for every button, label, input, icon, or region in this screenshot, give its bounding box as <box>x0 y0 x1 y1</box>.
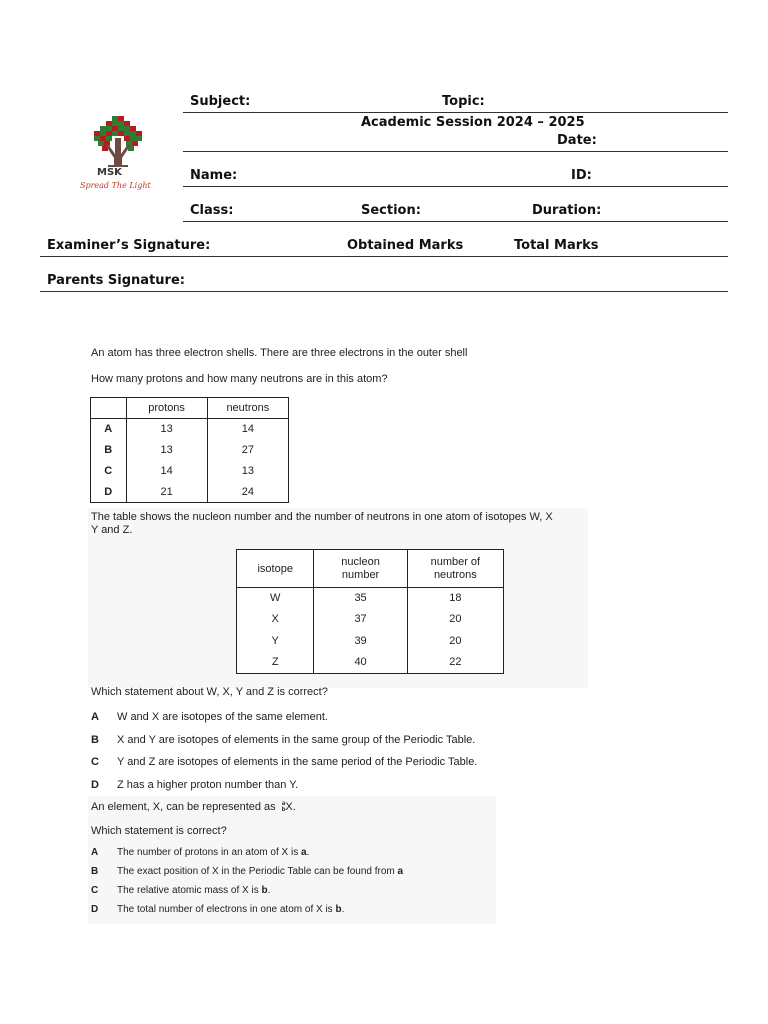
table-header: neutrons <box>207 398 288 419</box>
neutrons-cell: 22 <box>407 652 503 674</box>
neutrons-cell: 20 <box>407 630 503 652</box>
intro-text: An element, X, can be represented as <box>91 801 276 813</box>
topic-label: Topic: <box>442 94 485 109</box>
option-bold: b <box>261 885 268 896</box>
option-text: The relative atomic mass of X is <box>117 885 262 896</box>
option-text: The exact position of X in the Periodic Table can be found from <box>117 866 398 877</box>
table-header <box>91 398 127 419</box>
atomic-number: b <box>281 807 286 814</box>
total-marks-label: Total Marks <box>514 238 599 253</box>
divider <box>183 151 728 152</box>
protons-cell: 13 <box>126 440 207 461</box>
date-label: Date: <box>557 133 597 148</box>
option-text: The number of protons in an atom of X is <box>117 847 301 858</box>
divider <box>183 186 728 187</box>
divider <box>183 221 728 222</box>
q2-question: Which statement about W, X, Y and Z is correct? <box>91 686 328 698</box>
option-letter: C <box>91 885 99 896</box>
q3-option-b <box>91 866 403 877</box>
table-row <box>237 609 504 630</box>
table-header: protons <box>126 398 207 419</box>
class-label: Class: <box>190 203 234 218</box>
logo-tagline: Spread The Light <box>80 181 151 190</box>
option-text: W and X are isotopes of the same element. <box>117 711 328 723</box>
isotope-header: isotope <box>237 550 314 588</box>
option-letter: D <box>91 779 99 791</box>
table-row <box>91 440 289 461</box>
nucleon-cell: 35 <box>314 588 407 609</box>
option-text: X and Y are isotopes of elements in the same group of the Periodic Table. <box>117 734 476 746</box>
row-letter: A <box>91 419 127 440</box>
row-letter: D <box>91 482 127 503</box>
protons-cell: 13 <box>126 419 207 440</box>
q2-stem-line1: The table shows the nucleon number and the number of neutrons in one atom of isotopes W, X <box>91 511 553 523</box>
q3-option-d <box>91 904 344 915</box>
q3-question: Which statement is correct? <box>91 825 227 837</box>
nucleon-cell: 40 <box>314 652 407 674</box>
option-letter: C <box>91 756 99 768</box>
table-row <box>237 652 504 674</box>
q1-stem-line1: An atom has three electron shells. There are three electrons in the outer shell <box>91 347 468 359</box>
neutrons-header <box>407 550 503 588</box>
divider <box>183 112 728 113</box>
q3-intro <box>91 801 296 813</box>
option-letter: A <box>91 847 99 858</box>
parents-signature-label: Parents Signature: <box>47 273 185 288</box>
q3-option-a <box>91 847 309 858</box>
table-row <box>91 482 289 503</box>
neutrons-cell: 14 <box>207 419 288 440</box>
option-bold: a <box>397 866 404 877</box>
header-text: nucleon <box>341 555 380 568</box>
neutrons-cell: 18 <box>407 588 503 609</box>
option-letter: B <box>91 866 99 877</box>
q2-isotope-table <box>236 549 504 674</box>
q2-option-b <box>91 734 475 746</box>
nucleon-number-header <box>314 550 407 588</box>
protons-cell: 14 <box>126 461 207 482</box>
examiner-signature-label: Examiner’s Signature: <box>47 238 211 253</box>
row-letter: B <box>91 440 127 461</box>
divider <box>40 291 728 292</box>
option-bold: a <box>300 847 307 858</box>
table-row <box>237 630 504 652</box>
header-text: number <box>341 568 380 581</box>
nucleon-cell: 39 <box>314 630 407 652</box>
divider <box>40 256 728 257</box>
neutrons-cell: 27 <box>207 440 288 461</box>
section-label: Section: <box>361 203 421 218</box>
q3-option-c <box>91 885 270 896</box>
row-letter: C <box>91 461 127 482</box>
element-symbol: X. <box>285 801 296 813</box>
option-bold: b <box>335 904 342 915</box>
duration-label: Duration: <box>532 203 602 218</box>
academic-session: Academic Session 2024 – 2025 <box>361 115 585 130</box>
table-row <box>91 461 289 482</box>
option-letter: A <box>91 711 99 723</box>
option-text: Z has a higher proton number than Y. <box>117 779 299 791</box>
isotope-cell: X <box>237 609 314 630</box>
q1-stem-line2: How many protons and how many neutrons are in this atom? <box>91 373 388 385</box>
name-label: Name: <box>190 168 238 183</box>
option-end: . <box>306 847 310 858</box>
logo-text: MSK <box>97 167 122 178</box>
q2-option-a <box>91 711 328 723</box>
q2-option-d <box>91 779 298 791</box>
obtained-marks-label: Obtained Marks <box>347 238 464 253</box>
header-text: neutrons <box>433 568 477 581</box>
header-text: number of <box>430 555 481 568</box>
isotope-cell: Z <box>237 652 314 674</box>
option-letter: D <box>91 904 99 915</box>
mass-number: a <box>281 801 286 808</box>
option-end: . <box>341 904 345 915</box>
neutrons-cell: 24 <box>207 482 288 503</box>
isotope-cell: W <box>237 588 314 609</box>
subject-label: Subject: <box>190 94 251 109</box>
table-row <box>237 588 504 609</box>
neutrons-cell: 20 <box>407 609 503 630</box>
q2-option-c <box>91 756 477 768</box>
option-text: Y and Z are isotopes of elements in the same period of the Periodic Table. <box>117 756 478 768</box>
nucleon-cell: 37 <box>314 609 407 630</box>
isotope-cell: Y <box>237 630 314 652</box>
option-text: The total number of electrons in one atom of X is <box>117 904 336 915</box>
table-row <box>91 419 289 440</box>
q2-stem-line2: Y and Z. <box>91 524 133 536</box>
option-letter: B <box>91 734 99 746</box>
id-label: ID: <box>571 168 592 183</box>
option-end: . <box>267 885 271 896</box>
neutrons-cell: 13 <box>207 461 288 482</box>
q1-options-table <box>90 397 289 503</box>
protons-cell: 21 <box>126 482 207 503</box>
